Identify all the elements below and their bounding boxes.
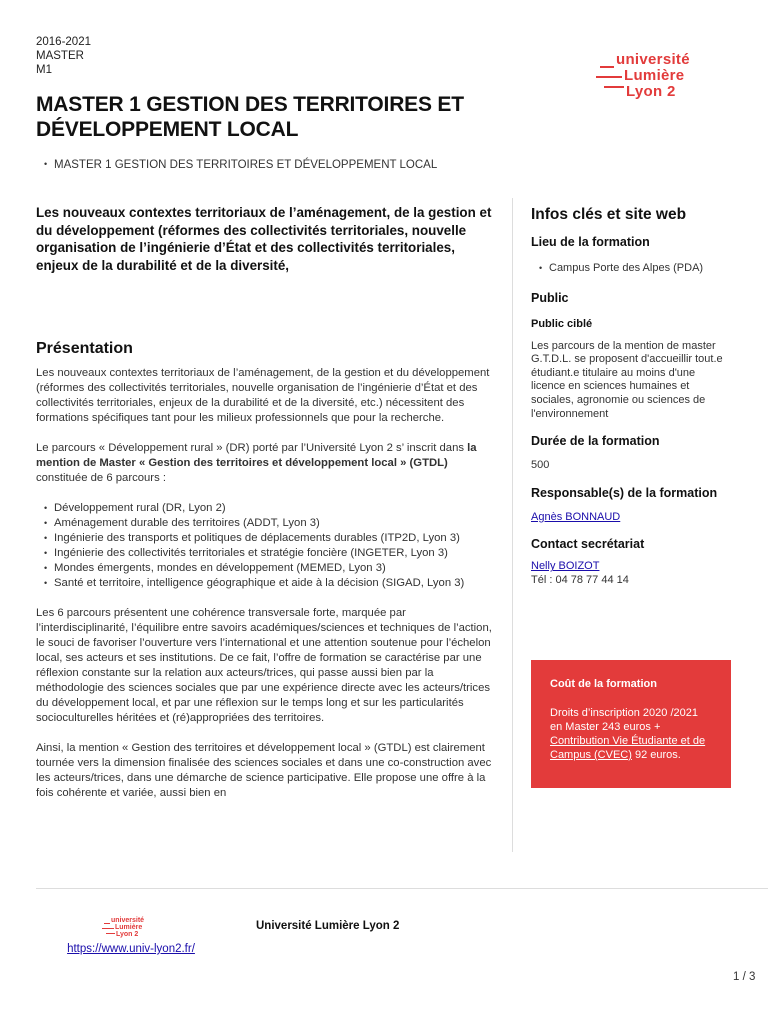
list-item: • Aménagement durable des territoires (ADDT, Lyon 3) [36,516,498,531]
meta-years: 2016-2021 [36,36,91,48]
presentation-heading: Présentation [36,340,133,357]
sidebar-heading: Infos clés et site web [531,206,687,223]
presentation-paragraph-3: Les 6 parcours présentent une cohérence transversale forte, marquée par l’interdisciplinarité, l’équilibre entre savoirs académiques/sciences et techniques de l’action, le souci de favoriser l’ouverture vers l’international et une attention soutenue pour l’échelon local, ses acteurs et ses institutions. De ce fait, l’offre de formation se caractérise par une réflexion constante sur la relation aux acteurs/trices, qui passe aussi bien par la méthodologie des sciences sociales que par une expérience directe avec les acteurs/trices du développement local, et par une réflexion sur le temps long et sur les particularités socioculturelles héritées et (ré)appropriées des territoires. [36,607,492,724]
meta-block [36,35,91,77]
cost-text [550,706,713,762]
logo-bar [106,933,115,934]
public-cible-label: Public ciblé [531,317,593,330]
breadcrumb[interactable]: • MASTER 1 GESTION DES TERRITOIRES ET DÉVELOPPEMENT LOCAL [54,159,437,171]
logo-bar [604,86,624,88]
cost-text-before: Droits d’inscription 2020 /2021 en Master 243 euros + [550,707,698,733]
meta-level: M1 [36,64,52,76]
footer-university-name: Université Lumière Lyon 2 [256,920,400,932]
contact-tel: Tél : 04 78 77 44 14 [531,573,629,586]
duree-label: Durée de la formation [531,434,660,449]
p2-text-before: Le parcours « Développement rural » (DR) porté par l’Université Lyon 2 s’ inscrit dans [36,442,468,454]
logo-bar [600,66,614,68]
cost-text-after: 92 euros. [631,749,681,761]
logo-line-3: Lyon 2 [626,83,676,100]
logo-bar [102,928,114,929]
footer-divider [36,888,768,889]
list-item: • Campus Porte des Alpes (PDA) [531,262,731,276]
logo-bar [596,76,622,78]
cost-heading: Coût de la formation [550,678,657,690]
presentation-paragraph-4: Ainsi, la mention « Gestion des territoires et développement local » (GTDL) est clairement tournée vers la dimension finalisée des sciences sociales et dans une co-construction avec les acteurs/trices, dans une démarche de science participative. Elle propose une offre à la fois cohérente et variée, aussi bien en [36,742,492,799]
lead-paragraph: Les nouveaux contextes territoriaux de l’aménagement, de la gestion et du développement (réformes des collectivités territoriales, nouvelle organisation de l’ingénierie d’État et des collectivités territoriales, enjeux de la durabilité et de la diversité, [36,205,492,273]
lieu-list [531,262,731,276]
presentation-paragraph-1: Les nouveaux contextes territoriaux de l’aménagement, de la gestion et du développement (réformes des collectivités territoriales, nouvelle organisation de l’ingénierie d’État et des collectivités territoriales, enjeux de la durabilité et de la diversité, etc.) nécessitent des formations spécifiques tant pour les milieux professionnels que pour la recherche. [36,367,490,424]
meta-type: MASTER [36,50,84,62]
list-item: • Ingénierie des collectivités territoriales et stratégie foncière (INGETER, Lyon 3) [36,546,498,561]
parcours-list [36,501,498,591]
logo-line-1: université [616,51,690,68]
list-item: • Santé et territoire, intelligence géographique et aide à la décision (SIGAD, Lyon 3) [36,576,498,591]
responsable-label: Responsable(s) de la formation [531,485,718,500]
contact-link[interactable]: Nelly BOIZOT [531,560,600,573]
p2-bold-mention: la mention de Master « Gestion des territoires et développement local » (GTDL) [36,442,477,469]
contact-name-line [531,560,731,574]
presentation-paragraph-2 [36,441,498,486]
list-item: • Ingénierie des transports et politiques de déplacements durables (ITP2D, Lyon 3) [36,531,498,546]
page-title: MASTER 1 GESTION DES TERRITOIRES ET DÉVELOPPEMENT LOCAL [36,93,464,141]
footer-logo-line-3: Lyon 2 [116,931,139,938]
key-info-sidebar [531,206,731,588]
footer-logo-line-2: Lumière [115,924,143,931]
footer-logo [102,914,162,942]
list-item: • Développement rural (DR, Lyon 2) [36,501,498,516]
public-label: Public [531,290,569,305]
cvec-link[interactable]: Contribution Vie Étudiante et de Campus (CVEC) [550,735,706,761]
logo-bar [104,923,110,924]
lieu-label: Lieu de la formation [531,235,650,249]
public-cible-text: Les parcours de la mention de master G.T.D.L. se proposent d'accueillir tout.e étudiant.e titulaire au moins d'une licence en sciences humaines et sociales, agronomie ou sciences de l'environnement [531,339,723,420]
page-number: 1 / 3 [733,971,756,983]
logo-line-2: Lumière [624,67,685,84]
presentation-body [36,366,498,816]
university-logo [596,44,720,104]
list-item: • Mondes émergents, mondes en développement (MEMED, Lyon 3) [36,561,498,576]
cost-box [531,660,731,788]
column-divider [512,198,513,852]
footer-url-link[interactable]: https://www.univ-lyon2.fr/ [67,943,195,955]
responsable-text [531,511,731,525]
footer-logo-line-1: université [111,917,145,924]
responsable-link[interactable]: Agnès BONNAUD [531,510,621,523]
duree-value: 500 [531,459,550,472]
contact-label: Contact secrétariat [531,537,645,552]
p2-text-after: constituée de 6 parcours : [36,472,166,484]
